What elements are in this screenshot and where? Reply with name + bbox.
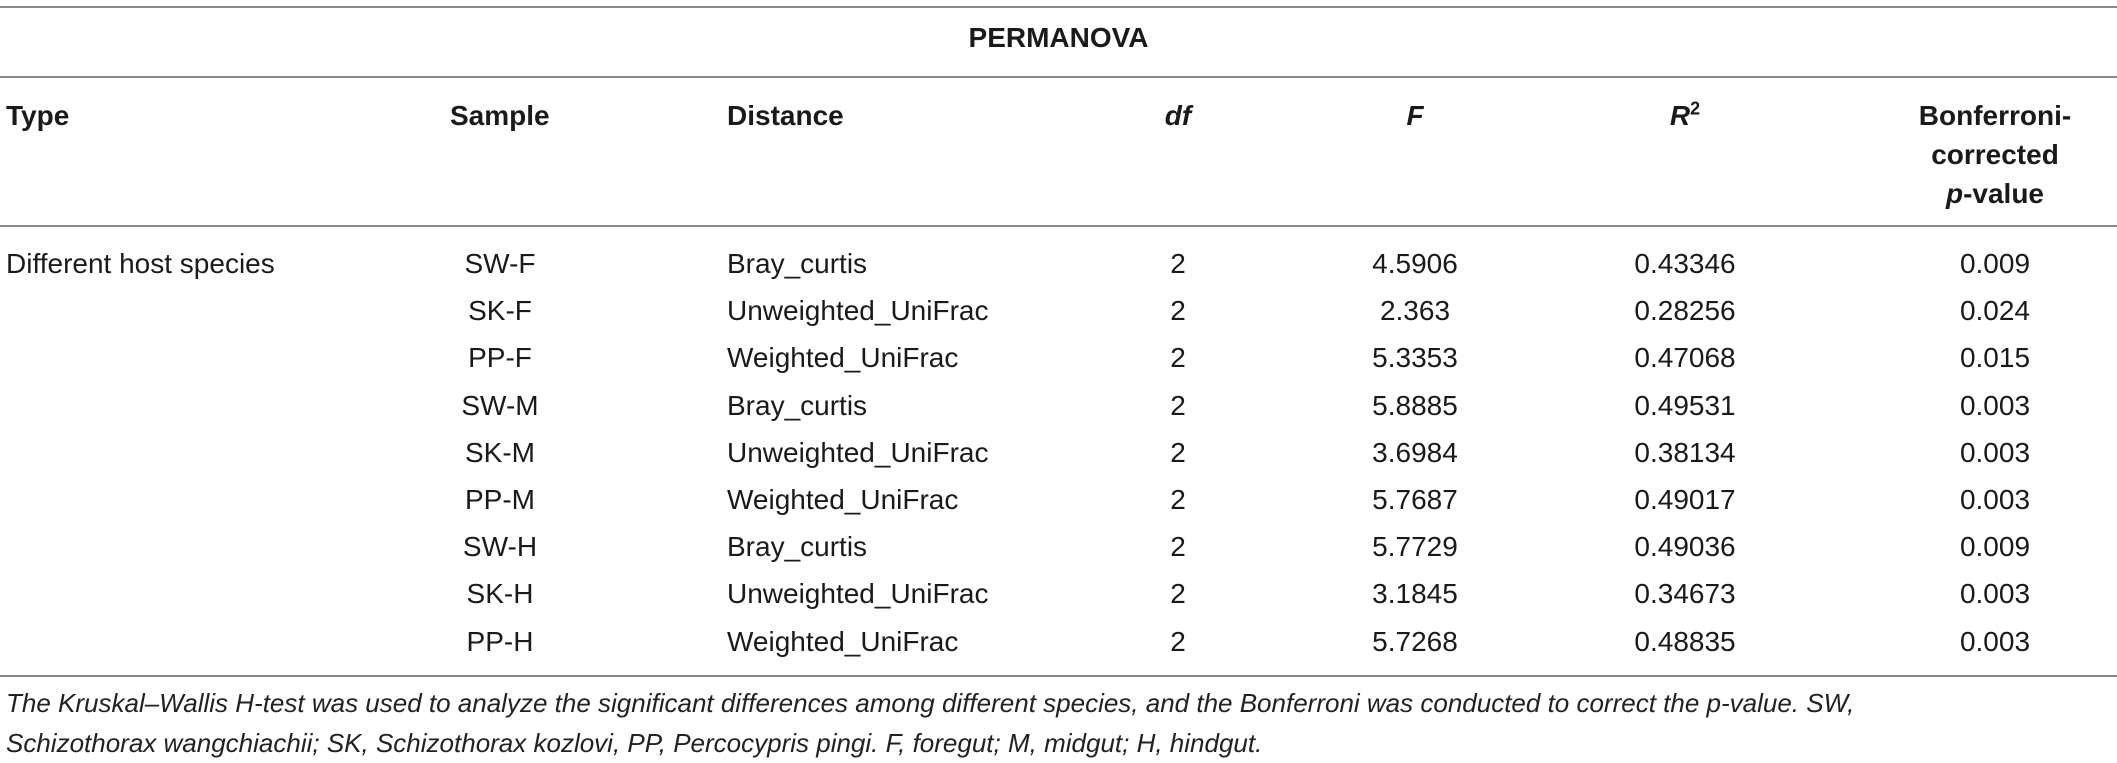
cell-p-value: 0.009 [1959,531,2031,563]
table-row [0,570,2117,617]
header-bonf-line1: Bonferroni- [1918,100,2072,131]
cell-f: 4.5906 [1372,248,1458,279]
cell-p-value: 0.015 [1959,342,2031,374]
header-distance: Distance [727,100,844,131]
cell-sample: SK-H [466,578,534,610]
header-df: df [1164,100,1192,131]
cell-sample: SK-F [468,295,532,327]
header-bonf-line2: corrected [1931,139,2059,170]
cell-df: 2 [1170,248,1186,279]
cell-sample: SW-H [462,531,538,563]
cell-distance: Weighted_UniFrac [727,483,959,515]
cell-sample: SW-M [461,389,539,421]
table-row [0,382,2117,429]
cell-f: 3.1845 [1372,578,1458,610]
table-row [0,618,2117,665]
cell-r2: 0.49531 [1634,389,1736,421]
cell-distance: Unweighted_UniFrac [727,578,989,610]
cell-r2: 0.34673 [1634,578,1736,610]
table-row [0,476,2117,523]
cell-df: 2 [1170,342,1186,374]
cell-p-value: 0.003 [1959,483,2031,515]
table-row [0,334,2117,381]
cell-p-value: 0.003 [1959,578,2031,610]
header-r2-superscript: 2 [1690,98,1701,119]
header-bonf-p: p [1945,178,1964,209]
cell-r2: 0.49017 [1634,483,1736,515]
cell-f: 2.363 [1379,295,1451,327]
cell-sample: SW-F [464,248,536,279]
top-rule [0,6,2117,8]
cell-sample: SK-M [465,436,535,468]
cell-r2: 0.38134 [1634,436,1736,468]
table-row [0,240,2117,287]
table-footnote [6,683,2106,763]
cell-r2: 0.49036 [1634,531,1736,563]
bottom-rule [0,675,2117,677]
header-bonf-value: -value [1963,178,2045,209]
cell-type: Different host species [6,248,275,279]
header-type: Type [6,100,70,131]
cell-f: 5.7729 [1372,531,1458,563]
cell-f: 5.7687 [1372,483,1458,515]
permanova-super-header: PERMANOVA [968,22,1149,53]
cell-df: 2 [1170,483,1186,515]
header-bonferroni-p [1880,96,2110,213]
footnote-line-1: The Kruskal–Wallis H-test was used to analyze the significant differences among different species, and the Bonferroni was conducted to correct the p-value. SW, [6,688,1855,718]
table-row [0,523,2117,570]
cell-p-value: 0.009 [1959,248,2031,279]
cell-f: 5.7268 [1372,625,1458,657]
cell-sample: PP-H [466,625,534,657]
cell-distance: Weighted_UniFrac [727,342,959,374]
cell-df: 2 [1170,389,1186,421]
cell-df: 2 [1170,295,1186,327]
cell-distance: Unweighted_UniFrac [727,436,989,468]
cell-df: 2 [1170,531,1186,563]
cell-p-value: 0.003 [1959,436,2031,468]
header-f: F [1406,100,1424,131]
cell-r2: 0.28256 [1634,295,1736,327]
cell-r2: 0.48835 [1634,625,1736,657]
cell-r2: 0.47068 [1634,342,1736,374]
cell-distance: Weighted_UniFrac [727,625,959,657]
table-row [0,429,2117,476]
header-rule [0,225,2117,227]
cell-df: 2 [1170,436,1186,468]
header-r2 [1665,96,1705,135]
cell-p-value: 0.003 [1959,625,2031,657]
header-r2-base: R [1669,100,1691,131]
table-row [0,287,2117,334]
header-sample: Sample [450,100,550,131]
cell-f: 3.6984 [1372,436,1458,468]
cell-r2: 0.43346 [1634,248,1736,279]
cell-f: 5.3353 [1372,342,1458,374]
cell-distance: Bray_curtis [727,389,868,421]
cell-f: 5.8885 [1372,389,1458,421]
cell-p-value: 0.024 [1959,295,2031,327]
cell-distance: Bray_curtis [727,248,868,279]
cell-sample: PP-M [465,483,535,515]
cell-sample: PP-F [468,342,532,374]
table-body [0,240,2117,665]
header-bonf-line3 [1880,174,2110,213]
cell-p-value: 0.003 [1959,389,2031,421]
cell-distance: Bray_curtis [727,531,868,563]
super-header-rule [0,76,2117,78]
cell-distance: Unweighted_UniFrac [727,295,989,327]
footnote-line-2: Schizothorax wangchiachii; SK, Schizothorax kozlovi, PP, Percocypris pingi. F, foregut; M, midgut; H, hindgut. [6,728,1263,758]
cell-df: 2 [1170,625,1186,657]
cell-df: 2 [1170,578,1186,610]
